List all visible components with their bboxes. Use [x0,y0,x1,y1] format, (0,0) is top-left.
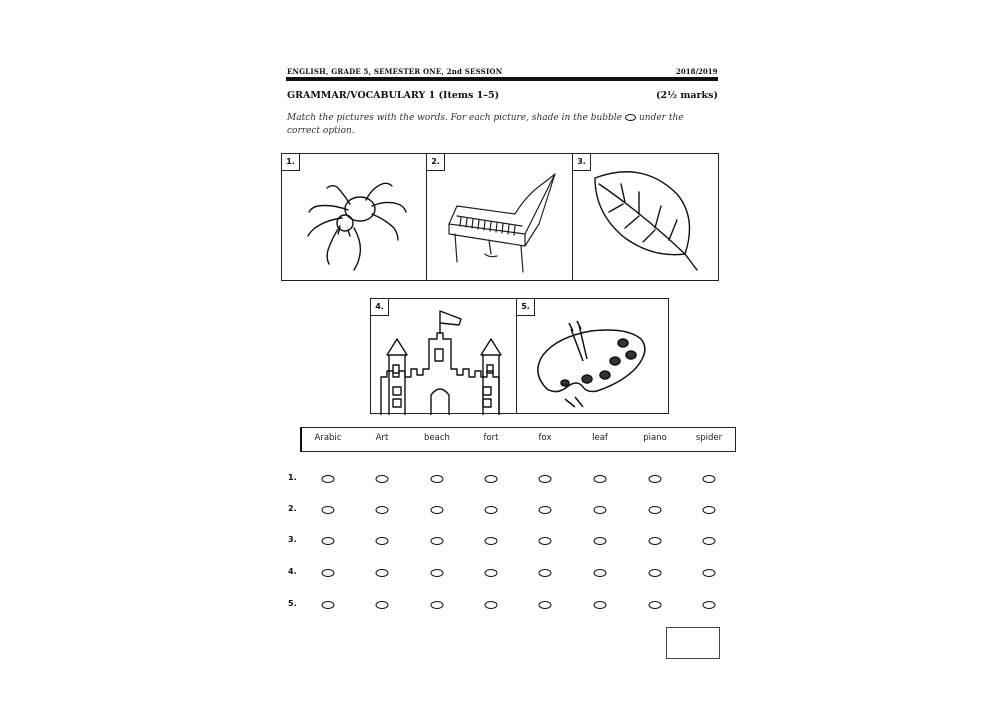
bubble-icon [625,114,636,121]
option-art: Art [375,433,389,443]
answer-bubble-4-beach[interactable] [431,569,444,577]
answer-bubble-5-art[interactable] [376,601,389,609]
picture-number: 5. [517,299,535,316]
answer-bubble-3-piano[interactable] [649,537,662,545]
answer-bubble-3-arabic[interactable] [322,537,335,545]
option-beach: beach [424,433,450,443]
picture-box-5 [516,298,669,414]
section-marks: (2½ marks) [656,90,718,101]
castle-icon [371,299,518,415]
picture-box-1 [281,153,427,281]
answer-bubble-2-leaf[interactable] [594,506,607,514]
answer-bubble-1-spider[interactable] [703,475,716,483]
instructions-text-after: under the correct option. [287,113,684,136]
answer-bubble-3-art[interactable] [376,537,389,545]
word-options-box [300,427,736,452]
answer-bubble-3-leaf[interactable] [594,537,607,545]
answer-bubble-1-fort[interactable] [485,475,498,483]
answer-bubble-5-fox[interactable] [539,601,552,609]
answer-bubble-1-beach[interactable] [431,475,444,483]
exam-header-left: ENGLISH, GRADE 5, SEMESTER ONE, 2nd SESSION [287,67,503,76]
answer-bubble-5-spider[interactable] [703,601,716,609]
picture-number: 2. [427,154,445,171]
answer-bubble-1-fox[interactable] [539,475,552,483]
option-arabic: Arabic [314,433,342,443]
answer-bubble-1-arabic[interactable] [322,475,335,483]
answer-bubble-5-leaf[interactable] [594,601,607,609]
option-leaf: leaf [592,433,608,443]
answer-row-label: 2. [288,504,297,513]
leaf-icon [573,154,720,282]
header-rule [286,77,718,81]
spider-icon [282,154,428,282]
answer-bubble-2-piano[interactable] [649,506,662,514]
answer-bubble-4-spider[interactable] [703,569,716,577]
exam-header-year: 2018/2019 [676,67,718,76]
answer-bubble-4-piano[interactable] [649,569,662,577]
answer-bubble-5-fort[interactable] [485,601,498,609]
answer-bubble-1-art[interactable] [376,475,389,483]
answer-bubble-3-fox[interactable] [539,537,552,545]
option-fort: fort [483,433,499,443]
answer-bubble-4-leaf[interactable] [594,569,607,577]
answer-bubble-3-beach[interactable] [431,537,444,545]
palette-icon [517,299,670,415]
answer-bubble-2-spider[interactable] [703,506,716,514]
picture-box-4 [370,298,517,414]
answer-bubble-2-fox[interactable] [539,506,552,514]
instructions-text-before: Match the pictures with the words. For each picture, shade in the bubble [287,113,622,123]
answer-bubble-3-spider[interactable] [703,537,716,545]
picture-box-2 [426,153,573,281]
picture-number: 1. [282,154,300,171]
section-title: GRAMMAR/VOCABULARY 1 (Items 1–5) [287,90,500,101]
picture-number: 4. [371,299,389,316]
answer-bubble-5-beach[interactable] [431,601,444,609]
answer-bubble-4-art[interactable] [376,569,389,577]
answer-row-label: 5. [288,599,297,608]
answer-bubble-1-leaf[interactable] [594,475,607,483]
answer-bubble-1-piano[interactable] [649,475,662,483]
option-piano: piano [643,433,667,443]
answer-bubble-4-arabic[interactable] [322,569,335,577]
option-fox: fox [538,433,552,443]
piano-icon [427,154,574,282]
answer-bubble-2-beach[interactable] [431,506,444,514]
option-spider: spider [695,433,723,443]
picture-number: 3. [573,154,591,171]
answer-row-label: 1. [288,473,297,482]
answer-bubble-2-fort[interactable] [485,506,498,514]
answer-bubble-4-fort[interactable] [485,569,498,577]
instructions [287,112,717,138]
score-box [666,627,720,659]
answer-bubble-2-art[interactable] [376,506,389,514]
answer-row-label: 3. [288,535,297,544]
answer-bubble-3-fort[interactable] [485,537,498,545]
answer-bubble-5-piano[interactable] [649,601,662,609]
answer-bubble-2-arabic[interactable] [322,506,335,514]
picture-box-3 [572,153,719,281]
answer-bubble-5-arabic[interactable] [322,601,335,609]
answer-bubble-4-fox[interactable] [539,569,552,577]
answer-row-label: 4. [288,567,297,576]
